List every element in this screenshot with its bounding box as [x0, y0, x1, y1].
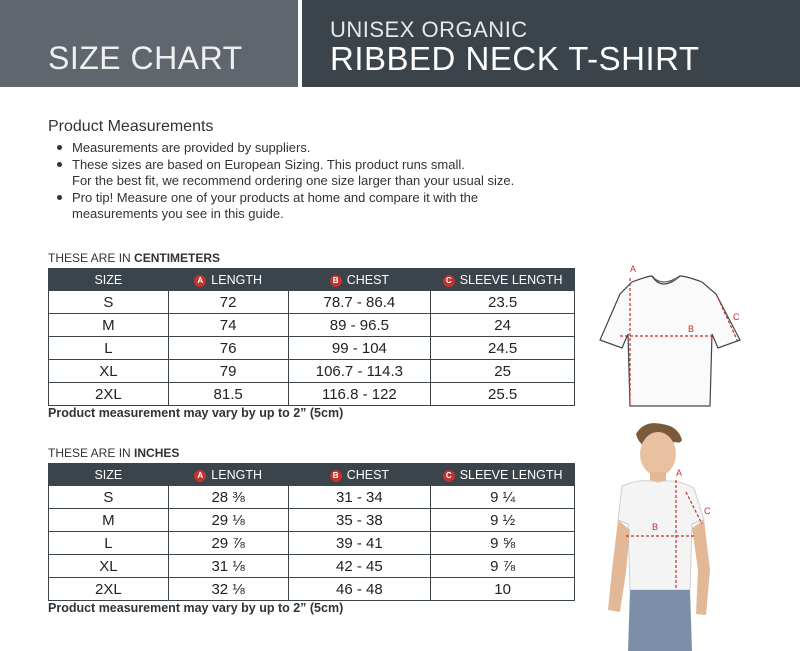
model-label-a: A	[676, 468, 683, 478]
badge-b-icon: B	[330, 275, 342, 287]
size-column-header: SIZE	[49, 269, 169, 291]
length-column-header: A LENGTH	[168, 464, 288, 486]
product-subtitle: UNISEX ORGANIC	[330, 17, 528, 42]
measurement-notes-list	[56, 140, 616, 223]
model-label-c: C	[704, 506, 711, 516]
chest-column-header: B CHEST	[288, 464, 431, 486]
sleeve-column-header: C SLEEVE LENGTH	[431, 464, 575, 486]
diagram-label-c: C	[733, 312, 740, 322]
model-right-arm	[692, 520, 710, 615]
badge-a-icon: A	[194, 470, 206, 482]
table-row: S 72 78.7 - 86.4 23.5	[49, 291, 575, 314]
list-item: Pro tip! Measure one of your products at home and compare it with the measurements you see in this guide.	[56, 190, 616, 223]
diagram-label-a: A	[630, 264, 637, 274]
size-column-header: SIZE	[49, 464, 169, 486]
length-column-header: A LENGTH	[168, 269, 288, 291]
table-header-row	[49, 269, 575, 291]
table-row: L 76 99 - 104 24.5	[49, 337, 575, 360]
product-title: RIBBED NECK T-SHIRT	[330, 40, 700, 77]
badge-c-icon: C	[443, 275, 455, 287]
list-item: Measurements are provided by suppliers.	[56, 140, 616, 157]
size-chart-title: SIZE CHART	[48, 40, 243, 76]
model-face	[640, 432, 676, 476]
product-measurements-heading: Product Measurements	[48, 118, 214, 135]
badge-b-icon: B	[330, 470, 342, 482]
centimeters-size-table	[48, 268, 575, 406]
table-header-row	[49, 464, 575, 486]
inches-table-label: THESE ARE IN INCHES	[48, 446, 180, 460]
tshirt-outline	[600, 276, 740, 406]
model-photo	[600, 420, 730, 651]
header-right-panel	[302, 0, 800, 87]
centimeters-measurement-note: Product measurement may vary by up to 2” (5cm)	[48, 406, 344, 420]
table-row: M 29 ⅛ 35 - 38 9 ½	[49, 509, 575, 532]
table-row: L 29 ⅞ 39 - 41 9 ⅝	[49, 532, 575, 555]
model-left-arm	[608, 520, 630, 612]
inches-size-table	[48, 463, 575, 601]
badge-a-icon: A	[194, 275, 206, 287]
sleeve-column-header: C SLEEVE LENGTH	[431, 269, 575, 291]
badge-c-icon: C	[443, 470, 455, 482]
header-left-panel	[0, 0, 298, 87]
table-row: XL 79 106.7 - 114.3 25	[49, 360, 575, 383]
list-item: These sizes are based on European Sizing. This product runs small. For the best fit, we recommend ordering one size larger than your usual size.	[56, 157, 616, 190]
table-row: M 74 89 - 96.5 24	[49, 314, 575, 337]
centimeters-table-label: THESE ARE IN CENTIMETERS	[48, 251, 221, 265]
table-row: XL 31 ⅛ 42 - 45 9 ⅞	[49, 555, 575, 578]
tshirt-measurement-diagram	[590, 262, 750, 412]
model-label-b: B	[652, 522, 659, 532]
table-row: S 28 ⅜ 31 - 34 9 ¼	[49, 486, 575, 509]
table-row: 2XL 81.5 116.8 - 122 25.5	[49, 383, 575, 406]
diagram-label-b: B	[688, 324, 695, 334]
table-row: 2XL 32 ⅛ 46 - 48 10	[49, 578, 575, 601]
chest-column-header: B CHEST	[288, 269, 431, 291]
model-shirt	[618, 481, 704, 590]
inches-measurement-note: Product measurement may vary by up to 2” (5cm)	[48, 601, 344, 615]
model-jeans	[628, 590, 692, 651]
